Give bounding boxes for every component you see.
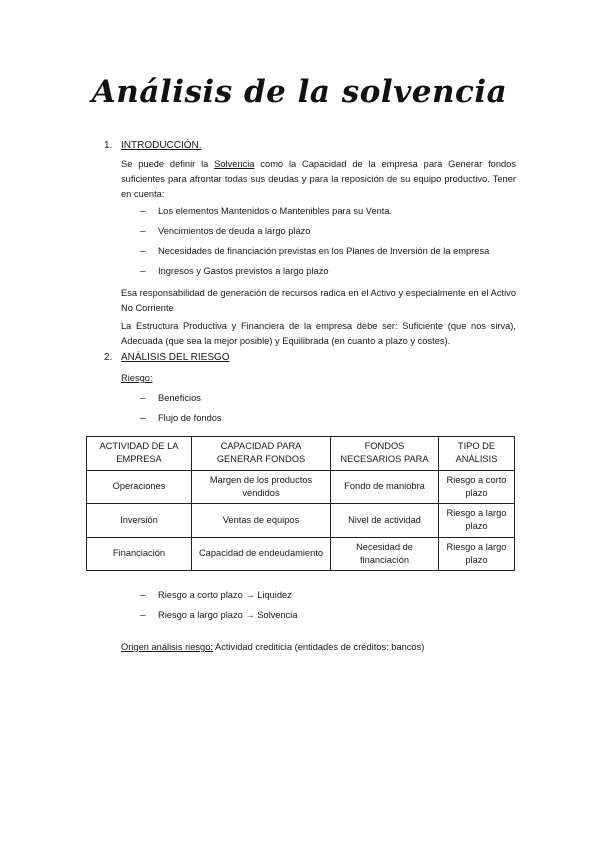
table-cell: Riesgo a largo plazo [439, 504, 515, 538]
section-1-paragraph-1 [121, 157, 516, 202]
table-header-cell: FONDOS NECESARIOS PARA [331, 437, 439, 471]
section-2-title: ANÁLISIS DEL RIESGO [121, 352, 230, 363]
table-header-cell: CAPACIDAD PARA GENERAR FONDOS [192, 437, 331, 471]
section-1-title: INTRODUCCIÓN. [121, 140, 202, 151]
table-header-cell: TIPO DE ANÁLISIS [439, 437, 515, 471]
table-cell: Necesidad de financiación [331, 537, 439, 571]
dash-bullet: – [140, 206, 146, 217]
table-cell: Riesgo a largo plazo [439, 537, 515, 571]
dash-bullet: – [140, 413, 146, 424]
p1-text-end: como la Capacidad de la empresa para Generar fondos suficientes para afrontar todas sus deudas y para la reposición de su equipo productivo. Tener en cuenta: [121, 159, 516, 199]
table-cell: Ventas de equipos [192, 504, 331, 538]
table-row [87, 504, 515, 538]
section-1-paragraph-3: La Estructura Productiva y Financiera de la empresa debe ser: Suficiente (que nos sirva), Adecuada (que sea la mejor posible) y Equilibrada (en cuanto a plazo y costes). [121, 321, 516, 346]
list-item: Riesgo a corto plazo → Liquidez [158, 590, 292, 600]
table-cell: Financiación [87, 537, 192, 571]
solvencia-keyword: Solvencia [214, 159, 255, 169]
list-item: Riesgo a largo plazo → Solvencia [158, 610, 298, 620]
page-title: Análisis de la solvencia [91, 74, 508, 110]
table-header-cell: ACTIVIDAD DE LA EMPRESA [87, 437, 192, 471]
dash-bullet: – [140, 226, 146, 237]
origin-text: Actividad crediticia (entidades de créditos: bancos) [212, 642, 425, 652]
risk-analysis-table [86, 436, 515, 571]
list-item: Beneficios [158, 393, 201, 403]
list-item: Vencimientos de deuda a largo plazo [158, 226, 311, 236]
table-cell: Fondo de maniobra [331, 470, 439, 504]
table-cell: Margen de los productos vendidos [192, 470, 331, 504]
table-cell: Nivel de actividad [331, 504, 439, 538]
section-2-subtitle: Riesgo: [121, 373, 153, 383]
table-row [87, 537, 515, 571]
dash-bullet: – [140, 246, 146, 257]
list-item: Los elementos Mantenidos o Mantenibles para su Venta. [158, 206, 393, 216]
dash-bullet: – [140, 266, 146, 277]
p1-text-start: Se puede definir la [121, 159, 215, 169]
table-cell: Capacidad de endeudamiento [192, 537, 331, 571]
section-1-paragraph-2: Esa responsabilidad de generación de recursos radica en el Activo y especialmente en el Activo No Corriente [121, 288, 516, 313]
origin-label: Origen análisis riesgo: [121, 642, 213, 652]
table-cell: Inversión [87, 504, 192, 538]
list-item: Flujo de fondos [158, 413, 222, 423]
section-2-number: 2. [104, 352, 113, 363]
dash-bullet: – [140, 610, 146, 621]
dash-bullet: – [140, 590, 146, 601]
list-item: Necesidades de financiación previstas en los Planes de Inversión de la empresa [158, 246, 490, 256]
table-header-row [87, 437, 515, 471]
table-cell: Operaciones [87, 470, 192, 504]
section-1-number: 1. [104, 140, 113, 151]
list-item: Ingresos y Gastos previstos a largo plazo [158, 266, 329, 276]
origin-line [121, 642, 424, 652]
table-row [87, 470, 515, 504]
dash-bullet: – [140, 393, 146, 404]
table-cell: Riesgo a corto plazo [439, 470, 515, 504]
